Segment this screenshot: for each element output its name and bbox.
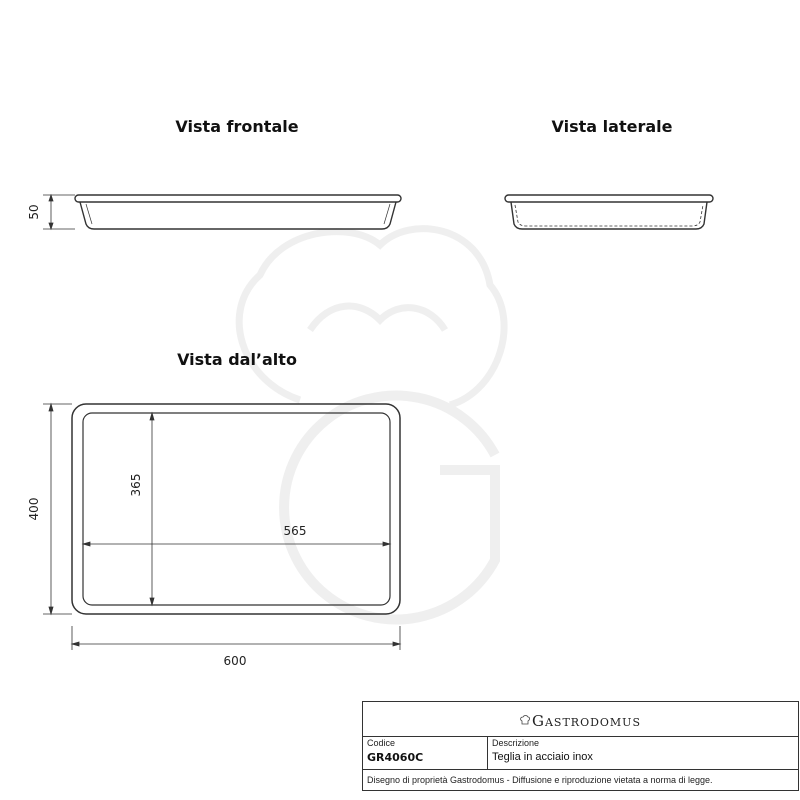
top-view <box>72 404 400 614</box>
side-view-rim <box>505 195 713 202</box>
watermark-logo <box>239 229 504 620</box>
inner-width-label: 565 <box>283 524 307 538</box>
description-label: Descrizione <box>492 738 540 748</box>
depth-dimension <box>43 404 72 614</box>
width-dimension-label: 600 <box>223 654 247 668</box>
brand-logo <box>363 712 798 730</box>
description-cell <box>488 736 798 770</box>
code-label: Codice <box>367 738 396 748</box>
side-view-title: Vista laterale <box>551 117 673 136</box>
front-view-inner-line <box>86 204 92 224</box>
brand-logo-text: Gastrodomus <box>531 712 641 730</box>
title-block <box>362 701 799 791</box>
ownership-notice: Disegno di proprietà Gastrodomus - Diffusione e riproduzione vietata a norma di legge. <box>367 775 713 785</box>
front-view <box>75 195 401 229</box>
side-view <box>505 195 713 229</box>
top-view-title: Vista dal’alto <box>177 350 297 369</box>
inner-dimensions <box>83 413 390 605</box>
side-view-body <box>511 202 707 229</box>
depth-dimension-label: 400 <box>27 497 41 521</box>
description-value: Teglia in acciaio inox <box>492 751 593 763</box>
top-view-inner-edge <box>83 413 390 605</box>
code-cell <box>363 736 488 770</box>
chef-hat-icon <box>520 715 530 727</box>
side-view-hidden-line <box>515 205 703 226</box>
height-dimension <box>43 195 75 229</box>
front-view-title: Vista frontale <box>175 117 299 136</box>
title-block-logo-row <box>363 702 798 737</box>
height-dimension-label: 50 <box>27 204 41 220</box>
top-view-outer-edge <box>72 404 400 614</box>
front-view-rim <box>75 195 401 202</box>
code-value: GR4060C <box>367 751 424 764</box>
front-view-body <box>80 202 396 229</box>
inner-depth-label: 365 <box>129 473 143 497</box>
width-dimension <box>72 626 400 650</box>
